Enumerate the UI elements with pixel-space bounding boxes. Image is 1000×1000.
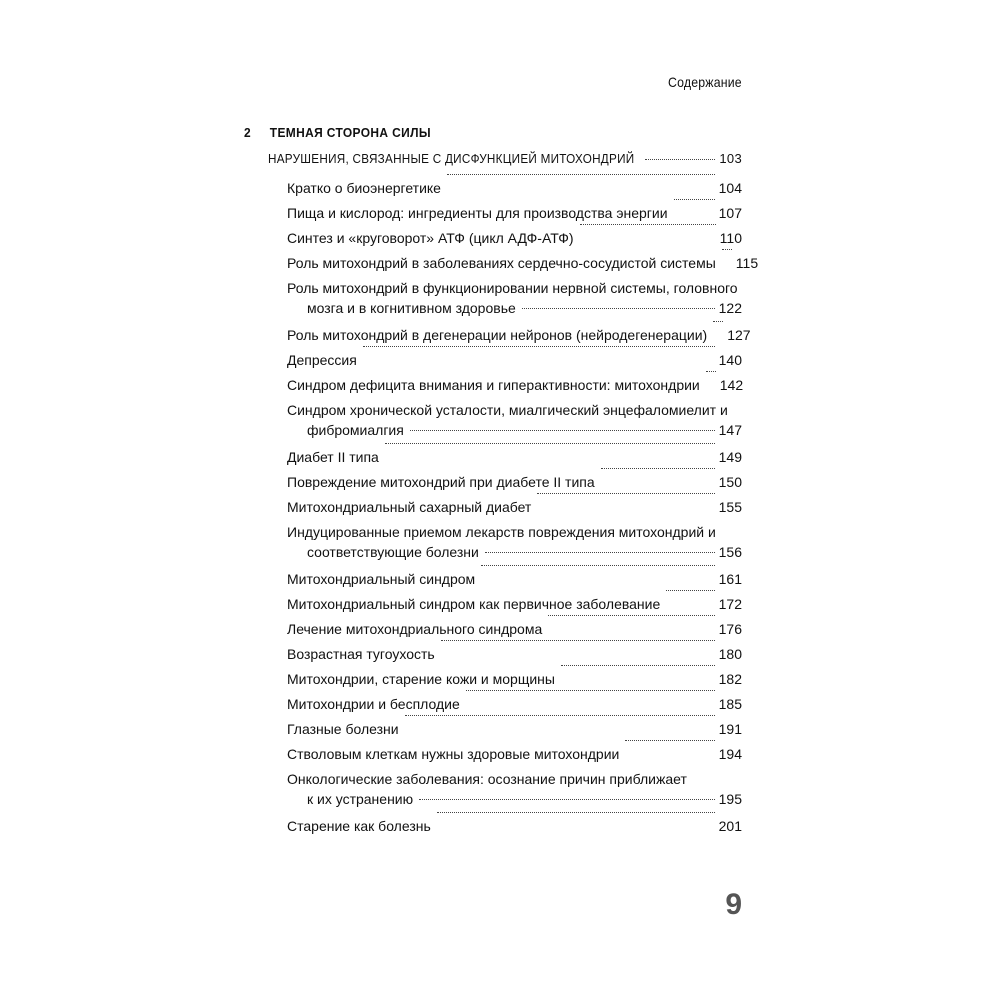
toc-entry-title: Роль митохондрий в заболеваниях сердечно-сосудистой системы [287, 255, 716, 271]
dot-leader [441, 640, 715, 641]
toc-entry-title: Митохондрии, старение кожи и морщины [287, 671, 555, 687]
toc-entry-title: Митохондриальный синдром как первичное заболевание [287, 596, 661, 612]
toc-entry[interactable] [287, 350, 742, 375]
toc-entry-continuation [287, 542, 742, 562]
dot-leader [666, 590, 714, 591]
dot-leader [447, 174, 715, 175]
toc-list [287, 178, 759, 841]
dot-leader [706, 371, 716, 372]
toc-entry-page: 147 [718, 422, 742, 438]
toc-entry-title: Повреждение митохондрий при диабете II типа [287, 474, 595, 490]
toc-entry-page: 107 [718, 205, 742, 221]
toc-entry-page: 191 [718, 721, 742, 737]
toc-entry-page: 110 [719, 230, 742, 246]
toc-entry-title: Синтез и «круговорот» АТФ (цикл АДФ-АТФ) [287, 230, 574, 246]
toc-entry-page: 140 [718, 352, 742, 368]
dot-leader [625, 740, 714, 741]
toc-entry-title: Синдром хронической усталости, миалгический энцефаломиелит и [287, 402, 728, 418]
section-title: НАРУШЕНИЯ, СВЯЗАННЫЕ С ДИСФУНКЦИЕЙ МИТОХОНДРИЙ [268, 151, 635, 166]
dot-leader [410, 430, 715, 431]
toc-entry[interactable] [287, 228, 742, 253]
toc-entry-page: 155 [718, 499, 742, 515]
toc-entry-title: Лечение митохондриального синдрома [287, 621, 543, 637]
dot-leader [363, 346, 715, 347]
toc-entry-title: Глазные болезни [287, 721, 399, 737]
toc-entry-page: 195 [718, 791, 742, 807]
toc-entry-page: 122 [718, 300, 742, 316]
toc-entry-page: 149 [718, 449, 742, 465]
dot-leader [601, 468, 715, 469]
toc-entry-title: Старение как болезнь [287, 818, 431, 834]
part-number: 2 [244, 125, 252, 140]
dot-leader [561, 665, 715, 666]
dot-leader [385, 443, 715, 444]
toc-entry-title: Митохондрии и бесплодие [287, 696, 460, 712]
toc-entry[interactable] [287, 253, 759, 278]
toc-entry[interactable] [287, 522, 742, 569]
dot-leader [645, 159, 715, 160]
toc-entry[interactable] [287, 816, 742, 841]
toc-entry-page: 180 [718, 646, 742, 662]
toc-entry-page: 185 [718, 696, 742, 712]
toc-entry[interactable] [287, 375, 742, 400]
toc-entry-page: 142 [719, 377, 744, 393]
page-number: 9 [725, 888, 742, 921]
toc-entry-continuation [287, 789, 742, 809]
toc-entry[interactable] [287, 278, 742, 325]
dot-leader [481, 565, 714, 566]
toc-entry-title-cont: соответствующие болезни [307, 544, 479, 560]
toc-entry-title-cont: мозга и в когнитивном здоровье [307, 300, 516, 316]
section-page: 103 [719, 151, 742, 166]
dot-leader [437, 812, 715, 813]
dot-leader [548, 615, 714, 616]
toc-entry-page: 115 [735, 255, 759, 271]
toc-entry-page: 201 [718, 818, 742, 834]
toc-entry-title: Митохондриальный сахарный диабет [287, 499, 532, 515]
toc-entry-page: 176 [718, 621, 742, 637]
dot-leader [722, 249, 732, 250]
part-title: ТЕМНАЯ СТОРОНА СИЛЫ [269, 125, 431, 140]
toc-entry-page: 161 [718, 571, 742, 587]
toc-entry-title: Онкологические заболевания: осознание причин приближает [287, 771, 687, 787]
toc-entry-title: Роль митохондрий в функционировании нервной системы, головного [287, 280, 738, 296]
toc-entry[interactable] [287, 497, 742, 522]
toc-entry-title: Диабет II типа [287, 449, 379, 465]
toc-entry-title: Синдром дефицита внимания и гиперактивности: митохондрии [287, 377, 700, 393]
toc-entry-title: Индуцированные приемом лекарств повреждения митохондрий и [287, 524, 716, 540]
toc-entry-page: 156 [718, 544, 742, 560]
toc-entry-page: 104 [718, 180, 742, 196]
toc-entry-title-cont: к их устранению [307, 791, 414, 807]
dot-leader [485, 552, 715, 553]
toc-entry-title: Депрессия [287, 352, 357, 368]
toc-entry-title: Возрастная тугоухость [287, 646, 435, 662]
toc-entry-page: 150 [718, 474, 742, 490]
dot-leader [713, 321, 723, 322]
section-heading[interactable] [268, 151, 742, 166]
toc-entry-page: 172 [718, 596, 742, 612]
running-header: Содержание [668, 74, 742, 90]
toc-entry-title: Пища и кислород: ингредиенты для производства энергии [287, 205, 668, 221]
toc-entry-title: Митохондриальный синдром [287, 571, 476, 587]
toc-entry-continuation [287, 298, 742, 318]
dot-leader [537, 493, 714, 494]
dot-leader [522, 308, 715, 309]
toc-entry-title-cont: фибромиалгия [307, 422, 404, 438]
dot-leader [674, 199, 715, 200]
toc-entry-title: Кратко о биоэнергетике [287, 180, 441, 196]
dot-leader [419, 799, 715, 800]
toc-entry[interactable] [287, 744, 742, 769]
toc-entry-title: Стволовым клеткам нужны здоровые митохондрии [287, 746, 620, 762]
toc-entry-title: Роль митохондрий в дегенерации нейронов (нейродегенерации) [287, 327, 708, 343]
toc-entry[interactable] [287, 400, 742, 447]
dot-leader [466, 690, 715, 691]
dot-leader [580, 224, 716, 225]
toc-entry[interactable] [287, 769, 742, 816]
dot-leader [405, 715, 715, 716]
toc-entry-page: 182 [718, 671, 742, 687]
toc-entry-page: 127 [727, 327, 751, 343]
toc-entry-continuation [287, 420, 742, 440]
toc-entry-page: 194 [718, 746, 742, 762]
part-heading [244, 125, 431, 140]
